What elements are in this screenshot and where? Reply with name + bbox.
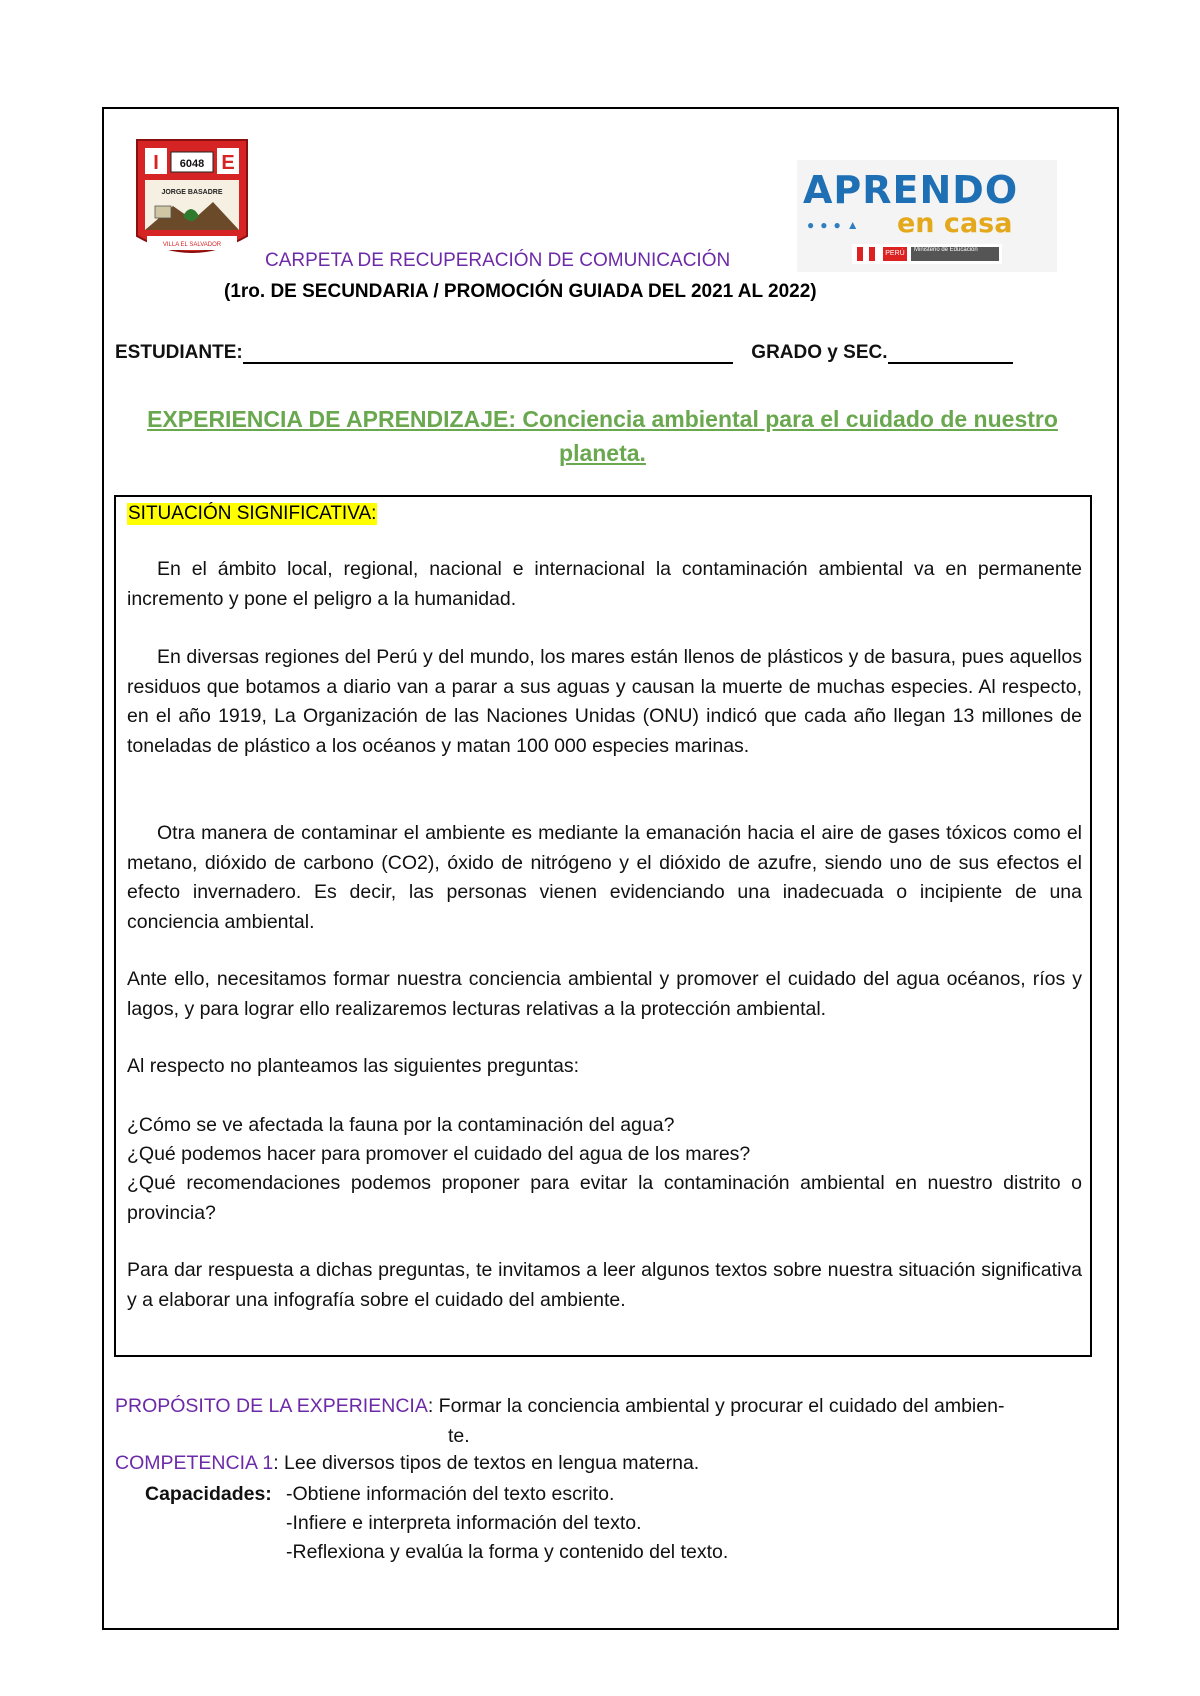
situation-paragraph-6: Para dar respuesta a dichas preguntas, te invitamos a leer algunos textos sobre nuestra situación significativa y a elaborar una infografía sobre el cuidado del ambiente. (127, 1259, 1082, 1311)
competence-label: COMPETENCIA 1 (115, 1452, 274, 1474)
competence-text: : Lee diversos tipos de textos en lengua materna. (273, 1452, 700, 1474)
logo-dots-icon: ●●●▲ (807, 218, 865, 232)
experience-title-line2: planeta. (559, 440, 646, 466)
capacities-label: Capacidades: (145, 1483, 272, 1505)
logo-ministry-label: Ministerio de Educación (911, 247, 999, 261)
experience-title-line1: EXPERIENCIA DE APRENDIZAJE: Conciencia ambiental para el cuidado de nuestro (147, 406, 1058, 432)
logo-country-label: PERÚ (883, 247, 907, 261)
question-3: ¿Qué recomendaciones podemos proponer para evitar la contaminación ambiental en nuestro distrito o provincia? (127, 1172, 1082, 1224)
question-1: ¿Cómo se ve afectada la fauna por la contaminación del agua? (127, 1114, 675, 1136)
logo-aprendo-text: APRENDO (803, 168, 1019, 212)
crest-district: VILLA EL SALVADOR (162, 242, 222, 248)
capacity-item: -Infiere e interpreta información del texto. (286, 1512, 642, 1534)
grade-field[interactable] (888, 344, 1013, 364)
competence-line (115, 1452, 699, 1475)
situation-paragraph-1: En el ámbito local, regional, nacional e internacional la contaminación ambiental va en permanente incremento y pone el peligro a la humanidad. (127, 558, 1082, 610)
crest-letter-i: I (153, 152, 159, 174)
student-label: ESTUDIANTE: (115, 342, 243, 363)
aprendo-en-casa-logo (797, 160, 1057, 272)
purpose-text-cont: te. (448, 1424, 470, 1447)
grade-label: GRADO y SEC. (751, 342, 888, 363)
question-2: ¿Qué podemos hacer para promover el cuidado del agua de los mares? (127, 1143, 751, 1165)
logo-en-casa-text: en casa (897, 208, 1013, 239)
experience-title (115, 402, 1090, 470)
document-subtitle: (1ro. DE SECUNDARIA / PROMOCIÓN GUIADA DEL 2021 AL 2022) (224, 281, 817, 302)
capacity-item: -Obtiene información del texto escrito. (286, 1483, 615, 1505)
crest-number: 6048 (179, 158, 205, 170)
student-name-field[interactable] (243, 344, 733, 364)
situation-paragraph-3: Otra manera de contaminar el ambiente es mediante la emanación hacia el aire de gases tóxicos como el metano, dióxido de carbono (CO2), óxido de nitrógeno y el dióxido de azufre, siendo uno de sus efectos el efecto invernadero. Es decir, las personas vienen evidenciando una inadecuada o incipiente de una conciencia ambiental. (127, 822, 1082, 933)
peru-shield-icon (857, 247, 875, 261)
student-row (115, 342, 1013, 364)
crest-school-name: JORGE BASADRE (161, 189, 223, 196)
school-crest-logo (133, 136, 251, 268)
situation-paragraph-2: En diversas regiones del Perú y del mundo, los mares están llenos de plásticos y de basura, pues aquellos residuos que botamos a diario van a parar a sus aguas y causan la muerte de muchas especies. Al respecto, en el año 1919, La Organización de las Naciones Unidas (ONU) indicó que cada año llegan 13 millones de toneladas de plástico a los océanos y matan 100 000 especies marinas. (127, 646, 1082, 757)
purpose-text: : Formar la conciencia ambiental y procurar el cuidado del ambien- (427, 1395, 1005, 1417)
document-title: CARPETA DE RECUPERACIÓN DE COMUNICACIÓN (265, 250, 731, 271)
capacity-item: -Reflexiona y evalúa la forma y contenido del texto. (286, 1541, 729, 1563)
purpose-block (115, 1392, 1105, 1451)
situation-label: SITUACIÓN SIGNIFICATIVA: (128, 503, 377, 524)
purpose-label: PROPÓSITO DE LA EXPERIENCIA (115, 1395, 428, 1417)
situation-paragraph-5: Al respecto no planteamos las siguientes preguntas: (127, 1055, 580, 1077)
situation-paragraph-4: Ante ello, necesitamos formar nuestra conciencia ambiental y promover el cuidado del agua océanos, ríos y lagos, y para lograr ello realizaremos lecturas relativas a la protección ambiental. (127, 968, 1082, 1020)
crest-letter-e: E (221, 152, 235, 174)
